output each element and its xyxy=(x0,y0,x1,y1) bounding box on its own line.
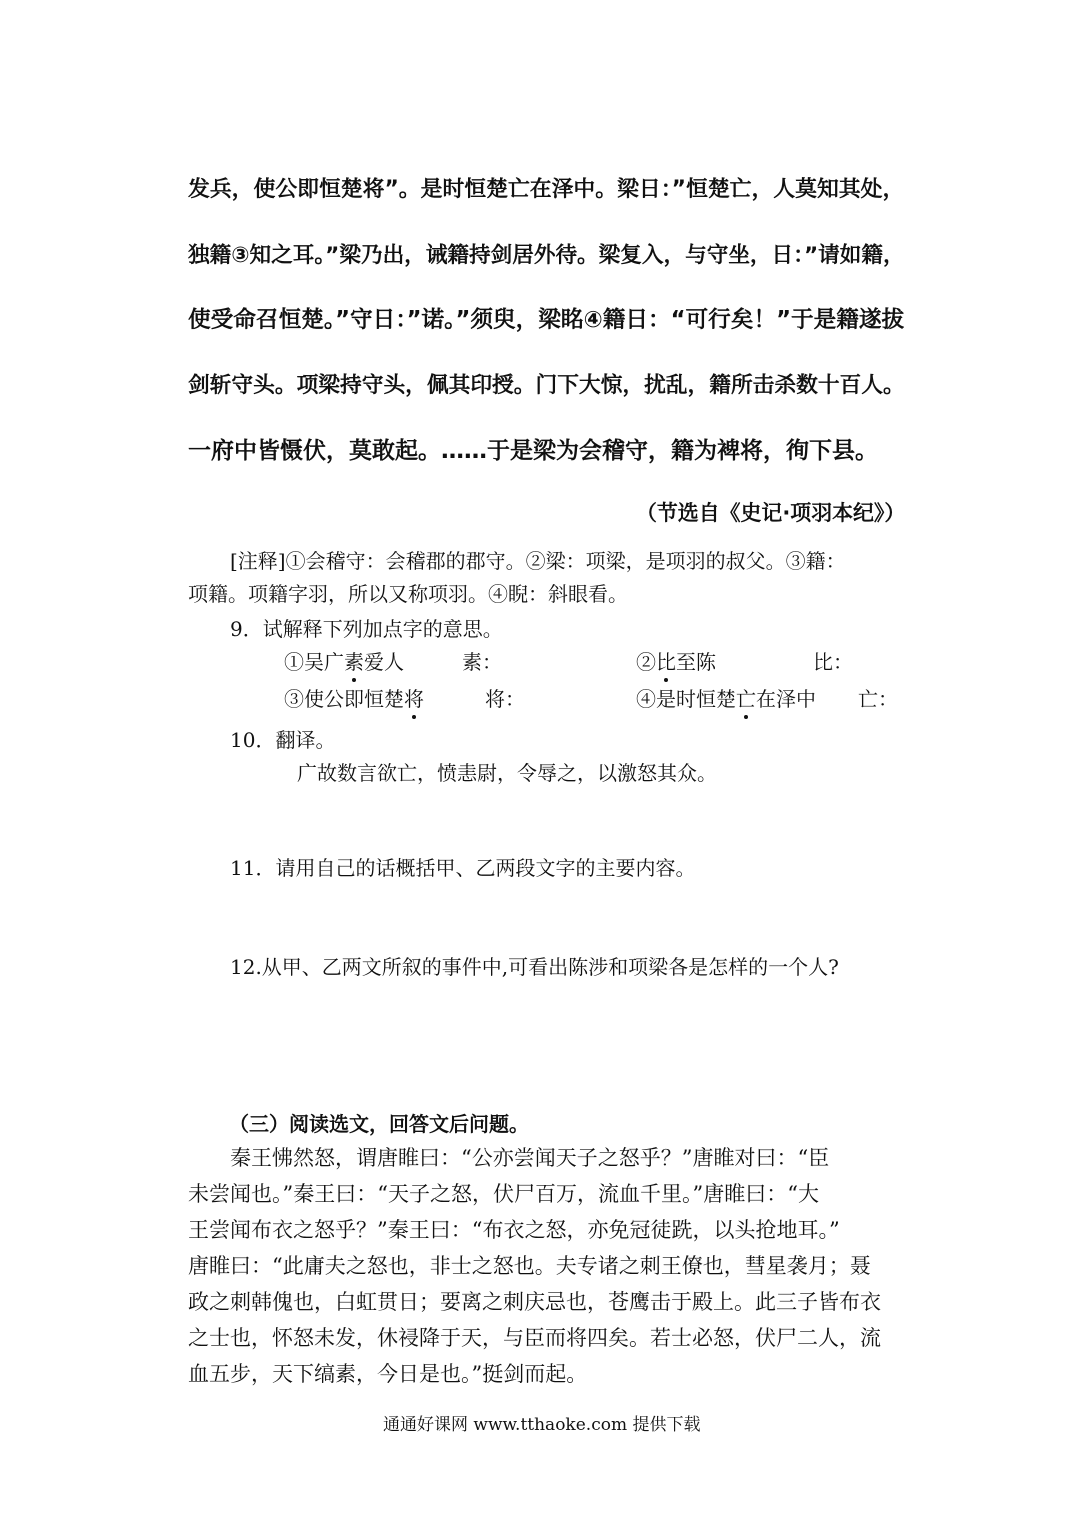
q9-item-text: ② xyxy=(636,650,656,674)
q10-sentence: 广故数言欲亡，愤恚尉，令辱之，以激怒其众。 xyxy=(297,761,717,785)
passage-line: 独籍③知之耳。”梁乃出，诫籍持剑居外待。梁复入，与守坐，日：”请如籍， xyxy=(188,243,905,268)
passage-line: 血五步，天下缟素，今日是也。”挺剑而起。 xyxy=(188,1362,588,1386)
passage-line: 唐睢曰：“此庸夫之怒也，非士之怒也。夫专诸之刺王僚也，彗星袭月；聂 xyxy=(188,1254,871,1278)
q9-answer-label: 比： xyxy=(813,650,853,674)
passage-line: 政之刺韩傀也，白虹贯日；要离之刺庆忌也，苍鹰击于殿上。此三子皆布衣 xyxy=(188,1290,881,1314)
q9-item xyxy=(284,646,404,675)
passage-line: 使受命召恒楚。”守日：”诺。”须臾，梁眳④籍日：“可行矣！”于是籍遂拔 xyxy=(188,307,905,333)
q9-item-text: 至陈 xyxy=(676,650,716,674)
notes-line: [注释]①会稽守：会稽郡的郡守。②梁：项梁，是项羽的叔父。③籍： xyxy=(230,549,846,573)
q9-item-text: 在泽中 xyxy=(756,687,816,711)
page-footer: 通通好课网 www.tthaoke.com 提供下载 xyxy=(383,1415,701,1435)
question-12: 12.从甲、乙两文所叙的事件中,可看出陈涉和项梁各是怎样的一个人? xyxy=(230,955,839,979)
q9-item xyxy=(636,683,816,712)
q9-item-text: 爱人 xyxy=(364,650,404,674)
passage-line: 一府中皆慑伏，莫敢起。……于是梁为会稽守，籍为裨将，徇下县。 xyxy=(188,438,878,464)
q9-answer-label: 将： xyxy=(485,687,525,711)
question-10: 10．翻译。 xyxy=(230,728,336,752)
q9-answer-label: 亡： xyxy=(858,687,898,711)
notes-line: 项籍。项籍字羽，所以又称项羽。④睨：斜眼看。 xyxy=(188,582,628,606)
question-11: 11．请用自己的话概括甲、乙两段文字的主要内容。 xyxy=(230,856,696,880)
q9-item-text: ③使公即恒楚 xyxy=(284,687,404,711)
passage-line: 之士也，怀怒未发，休祲降于天，与臣而将四矣。若士必怒，伏尸二人，流 xyxy=(188,1326,881,1350)
dotted-character: 素 xyxy=(344,650,364,674)
dotted-character: 亡 xyxy=(736,687,756,711)
passage-line: 发兵，使公即恒楚将”。是时恒楚亡在泽中。梁日：”恒楚亡，人莫知其处， xyxy=(188,177,905,202)
passage-line: 王尝闻布衣之怒乎？”秦王曰：“布衣之怒，亦免冠徒跣，以头抢地耳。” xyxy=(188,1218,840,1242)
passage-source: （节选自《史记·项羽本纪》） xyxy=(636,501,906,525)
passage-line: 未尝闻也。”秦王曰：“天子之怒，伏尸百万，流血千里。”唐睢曰：“大 xyxy=(188,1182,819,1206)
passage-line: 秦王怫然怒，谓唐睢曰：“公亦尝闻天子之怒乎？”唐睢对曰：“臣 xyxy=(188,1146,830,1170)
passage-line: 剑斩守头。项梁持守头，佩其印授。门下大惊，扰乱，籍所击杀数十百人。 xyxy=(188,373,905,398)
q9-answer-label: 素： xyxy=(462,650,502,674)
q9-item-text: ④是时恒楚 xyxy=(636,687,736,711)
dotted-character: 将 xyxy=(404,687,424,711)
section-3-heading: （三）阅读选文，回答文后问题。 xyxy=(229,1112,529,1136)
q9-item xyxy=(636,646,716,675)
q9-item-text: ①吴广 xyxy=(284,650,344,674)
dotted-character: 比 xyxy=(656,650,676,674)
q9-item xyxy=(284,683,424,712)
question-9: 9．试解释下列加点字的意思。 xyxy=(230,617,503,641)
